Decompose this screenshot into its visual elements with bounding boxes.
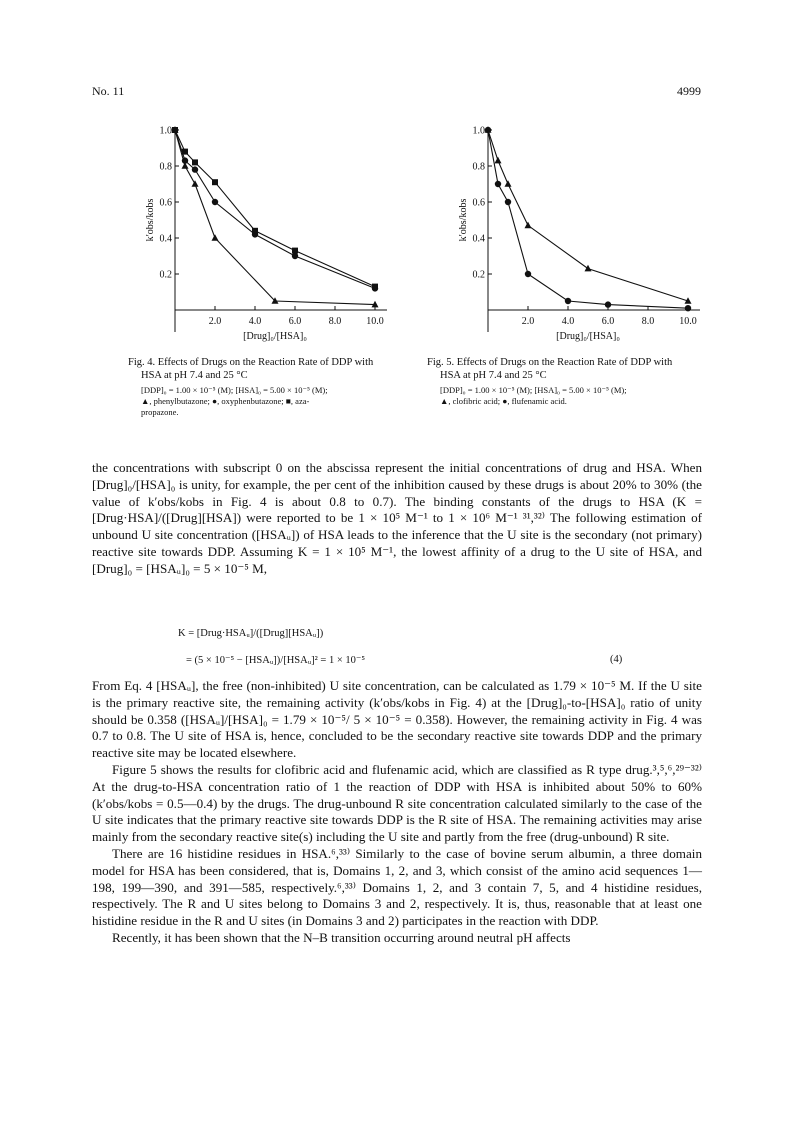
fig5-x-tick-label: 10.0	[679, 316, 697, 327]
journal-issue-number: No. 11	[92, 84, 125, 98]
fig4-triangle-marker	[212, 234, 219, 241]
fig4-square-marker	[252, 228, 258, 234]
page-number: 4999	[677, 84, 701, 98]
fig4-circle-series-line	[175, 130, 375, 288]
figure-4-note-line: propazone.	[141, 407, 179, 417]
fig5-y-tick-label: 0.2	[472, 269, 485, 281]
fig4-square-marker	[372, 284, 378, 290]
fig4-square-marker	[212, 179, 218, 185]
fig4-x-tick-label: 8.0	[328, 316, 342, 327]
fig5-circle-marker	[525, 271, 531, 277]
fig4-x-tick-label: 4.0	[248, 316, 262, 327]
fig5-y-tick-label: 1.0	[472, 125, 485, 137]
paragraph: There are 16 histidine residues in HSA.⁶,³³⁾ Similarly to the case of bovine serum albumin, a three domain model for HSA has been considered, that is, Domains 1, 2, and 3, which consist of the amino acid sequences 1—198, 199—390, and 391—585, respectively.⁶,³³⁾ Domains 1, 2, and 3 contain 7, 5, and 4 histidine residues, respectively. The R and U sites belong to Domains 3 and 2, respectively. It is, thus, reasonable that at least one histidine residue in the R and U sites (in Domains 3 and 2) participates in the reaction with DDP.	[92, 845, 702, 929]
figure-4-caption-note	[128, 385, 380, 418]
body-text-upper	[92, 460, 702, 578]
fig5-circle-marker	[495, 181, 501, 187]
fig4-circle-marker	[192, 166, 198, 172]
figure-4-caption-title: Fig. 4. Effects of Drugs on the Reaction Rate of DDP with HSA at pH 7.4 and 25 °C	[128, 357, 374, 381]
fig4-square-series-line	[175, 130, 375, 287]
fig4-triangle-series-line	[175, 130, 375, 305]
fig4-square-marker	[182, 149, 188, 155]
figure-4-note-line: ▲, phenylbutazone; ●, oxyphenbutazone; ■, aza-	[141, 396, 310, 406]
fig5-y-axis-label: k′obs/kobs	[458, 198, 469, 242]
fig5-triangle-marker	[585, 265, 592, 272]
fig4-x-tick-label: 6.0	[288, 316, 302, 327]
fig4-x-tick-label: 2.0	[208, 316, 222, 327]
fig5-circle-marker	[565, 298, 571, 304]
figure-4-chart	[140, 125, 384, 355]
fig4-circle-marker	[182, 157, 188, 163]
figure-5-note-line: ▲, clofibric acid; ●, flufenamic acid.	[440, 396, 567, 406]
equation-line-2: = (5 × 10⁻⁵ − [HSAᵤ])/[HSAᵤ]² = 1 × 10⁻⁵	[186, 655, 366, 666]
fig4-x-tick-label: 10.0	[366, 316, 384, 327]
fig4-triangle-marker	[192, 180, 199, 187]
fig4-square-marker	[192, 159, 198, 165]
figure-5-caption-title: Fig. 5. Effects of Drugs on the Reaction Rate of DDP with HSA at pH 7.4 and 25 °C	[427, 357, 673, 381]
body-text-lower	[92, 678, 702, 947]
fig5-circle-marker	[485, 127, 491, 133]
fig4-y-tick-label: 0.8	[159, 161, 172, 173]
fig5-triangle-marker	[525, 222, 532, 229]
figure-4-caption	[128, 356, 380, 418]
fig5-x-tick-label: 2.0	[521, 316, 535, 327]
fig5-circle-marker	[505, 199, 511, 205]
fig5-x-tick-label: 4.0	[561, 316, 575, 327]
paragraph: the concentrations with subscript 0 on the abscissa represent the initial concentrations of drug and HSA. When [Drug]₀/[HSA]₀ is unity, for example, the per cent of the inhibition caused by these drugs is about 20% to 30% (the value of k′obs/kobs in Fig. 4 is about 0.8 to 0.7). The binding constants of the drugs to HSA (K = [Drug·HSA]/([Drug][HSA]) were reported to be 1 × 10⁵ M⁻¹ to 1 × 10⁶ M⁻¹ ³¹,³²⁾ The following estimation of unbound U site concentration ([HSAᵤ]) of HSA leads to the inference that the U site is the secondary (not primary) reactive site towards DDP. Assuming K = 1 × 10⁵ M⁻¹, the lowest affinity of a drug to the U site of HSA, and [Drug]₀ = [HSAᵤ]₀ = 5 × 10⁻⁵ M,	[92, 460, 702, 576]
fig4-y-tick-label: 1.0	[159, 125, 172, 137]
fig5-x-tick-label: 8.0	[641, 316, 655, 327]
figure-5-caption	[427, 356, 692, 407]
fig4-square-marker	[172, 127, 178, 133]
fig5-y-tick-label: 0.8	[472, 161, 485, 173]
figure-5-caption-note	[427, 385, 692, 407]
fig5-triangle-marker	[505, 180, 512, 187]
fig5-triangle-marker	[495, 157, 502, 164]
fig5-triangle-series-line	[488, 130, 688, 301]
fig4-y-axis-label: k′obs/kobs	[145, 198, 156, 242]
fig4-circle-marker	[292, 253, 298, 259]
fig5-y-tick-label: 0.4	[472, 233, 485, 245]
fig4-circle-marker	[212, 199, 218, 205]
paragraph: Figure 5 shows the results for clofibric acid and flufenamic acid, which are classified as R type drug.³,⁵,⁶,²⁹⁻³²⁾ At the drug-to-HSA concentration ratio of 1 the reaction of DDP with HSA is inhibited about 50% to 60% (k′obs/kobs = 0.5—0.4) by the drugs. The drug-unbound R site concentration calculated similarly to the case of the U site indicates that the primary reactive site towards DDP is the R site of HSA. The remaining activities may arise mainly from the secondary reactive site(s) including the U site and partly from the free (drug-unbound) R site.	[92, 761, 702, 845]
fig5-circle-marker	[685, 305, 691, 311]
fig4-y-tick-label: 0.4	[159, 233, 172, 245]
equation-line-1: K = [Drug·HSAᵤ]/([Drug][HSAᵤ])	[178, 628, 324, 639]
fig5-circle-series-line	[488, 130, 688, 308]
figure-4-note-line: [DDP]₀ = 1.00 × 10⁻⁵ (M); [HSA]₀ = 5.00 × 10⁻⁵ (M);	[141, 385, 328, 395]
equation-number: (4)	[610, 654, 623, 665]
fig4-y-tick-label: 0.6	[159, 197, 172, 209]
paragraph: From Eq. 4 [HSAᵤ], the free (non-inhibited) U site concentration, can be calculated as 1.79 × 10⁻⁵ M. If the U site is the primary reactive site, the remaining activity (k′obs/kobs in Fig. 4) at the [Drug]₀-to-[HSA]₀ ratio of unity should be 0.358 ([HSAᵤ]/[HSA]₀ = 1.79 × 10⁻⁵/ 5 × 10⁻⁵ = 0.358). However, the remaining activity in Fig. 4 was 0.7 to 0.8. The U site of HSA is, hence, concluded to be the secondary reactive site towards DDP and the primary reactive site may be located elsewhere.	[92, 678, 702, 761]
fig4-square-marker	[292, 248, 298, 254]
fig5-y-tick-label: 0.6	[472, 197, 485, 209]
figure-5-note-line: [DDP]₀ = 1.00 × 10⁻⁵ (M); [HSA]₀ = 5.00 × 10⁻⁵ (M);	[440, 385, 627, 395]
fig4-x-axis-label: [Drug]₀/[HSA]₀	[243, 331, 307, 342]
fig5-x-tick-label: 6.0	[601, 316, 615, 327]
fig5-x-axis-label: [Drug]₀/[HSA]₀	[556, 331, 620, 342]
fig5-circle-marker	[605, 301, 611, 307]
fig4-y-tick-label: 0.2	[159, 269, 172, 281]
figure-5-chart	[453, 125, 697, 355]
paragraph: Recently, it has been shown that the N–B transition occurring around neutral pH affects	[112, 929, 571, 945]
